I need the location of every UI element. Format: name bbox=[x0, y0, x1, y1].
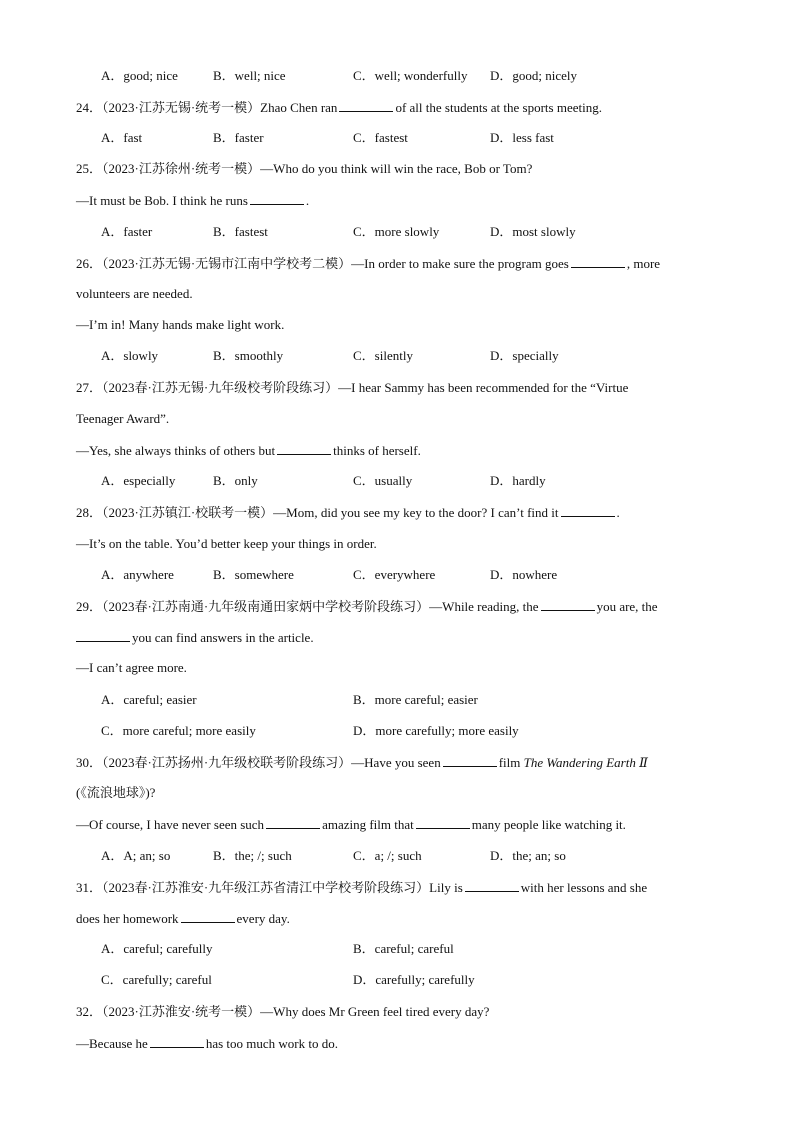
reply-text: amazing film that bbox=[322, 817, 414, 832]
option-c: C．well; wonderfully bbox=[353, 68, 468, 83]
answer-blank bbox=[277, 442, 331, 455]
question-number-source: 27．（2023春·江苏无锡·九年级校考阶段练习） bbox=[76, 380, 339, 395]
reply-text: . bbox=[305, 193, 310, 208]
option-b: B．fastest bbox=[213, 224, 268, 239]
stem-text: —While reading, the bbox=[429, 599, 539, 614]
option-a: A．careful; easier bbox=[101, 692, 197, 707]
option-c: C．fastest bbox=[353, 130, 408, 145]
option-a: A．careful; carefully bbox=[101, 941, 213, 956]
option-d: D．carefully; carefully bbox=[353, 972, 475, 987]
stem-text: —Who do you think will win the race, Bob or Tom? bbox=[260, 161, 533, 176]
option-a: A．fast bbox=[101, 130, 143, 145]
dialogue-reply: —It’s on the table. You’d better keep your things in order. bbox=[76, 536, 377, 551]
option-a: A．good; nice bbox=[101, 68, 178, 83]
stem-text: with her lessons and she bbox=[520, 880, 648, 895]
option-d: D．less fast bbox=[490, 130, 554, 145]
option-d: D．most slowly bbox=[490, 224, 576, 239]
answer-blank bbox=[416, 816, 470, 829]
reply-text: has too much work to do. bbox=[205, 1036, 338, 1051]
option-d: D．good; nicely bbox=[490, 68, 578, 83]
option-d: D．the; an; so bbox=[490, 848, 566, 863]
question-stem bbox=[76, 380, 628, 396]
stem-continuation: (《流浪地球》)? bbox=[76, 785, 156, 800]
stem-text: —Have you seen bbox=[351, 755, 441, 770]
question-stem bbox=[76, 879, 647, 896]
option-c: C．carefully; careful bbox=[101, 972, 212, 987]
reply-text: many people like watching it. bbox=[471, 817, 626, 832]
stem-text: you are, the bbox=[596, 599, 658, 614]
question-number-source: 30．（2023春·江苏扬州·九年级校联考阶段练习） bbox=[76, 755, 352, 770]
question-stem bbox=[76, 504, 620, 521]
stem-text: —In order to make sure the program goes bbox=[351, 256, 569, 271]
stem-text: film bbox=[498, 755, 521, 770]
dialogue-reply bbox=[76, 816, 626, 833]
stem-text: does her homework bbox=[76, 911, 179, 926]
stem-text: —Mom, did you see my key to the door? I can’t find it bbox=[273, 505, 559, 520]
stem-text: Lily is bbox=[429, 880, 463, 895]
answer-blank bbox=[571, 255, 625, 268]
answer-blank bbox=[465, 879, 519, 892]
option-c: C．more slowly bbox=[353, 224, 440, 239]
option-a: A．slowly bbox=[101, 348, 159, 363]
stem-text: , more bbox=[626, 256, 661, 271]
dialogue-reply bbox=[76, 192, 309, 209]
stem-continuation bbox=[76, 629, 314, 646]
stem-text: —Why does Mr Green feel tired every day? bbox=[260, 1004, 490, 1019]
option-b: B．smoothly bbox=[213, 348, 284, 363]
option-c: C．usually bbox=[353, 473, 413, 488]
answer-blank bbox=[76, 629, 130, 642]
option-c: C．a; /; such bbox=[353, 848, 422, 863]
stem-text: of all the students at the sports meeting. bbox=[395, 100, 602, 115]
option-a: A．faster bbox=[101, 224, 153, 239]
option-b: B．only bbox=[213, 473, 258, 488]
question-number-source: 25．（2023·江苏徐州·统考一模） bbox=[76, 161, 261, 176]
question-stem bbox=[76, 161, 532, 177]
film-title: The Wandering Earth Ⅱ bbox=[523, 755, 648, 770]
stem-continuation bbox=[76, 910, 290, 927]
option-a: A．especially bbox=[101, 473, 176, 488]
option-b: B．well; nice bbox=[213, 68, 286, 83]
answer-blank bbox=[150, 1035, 204, 1048]
question-stem bbox=[76, 1004, 489, 1020]
reply-text: —Of course, I have never seen such bbox=[76, 817, 265, 832]
dialogue-reply bbox=[76, 442, 421, 459]
option-b: B．more careful; easier bbox=[353, 692, 478, 707]
option-c: C．everywhere bbox=[353, 567, 436, 582]
stem-text: Zhao Chen ran bbox=[260, 100, 338, 115]
stem-text: you can find answers in the article. bbox=[132, 630, 314, 645]
option-b: B．careful; careful bbox=[353, 941, 454, 956]
question-number-source: 26．（2023·江苏无锡·无锡市江南中学校考二模） bbox=[76, 256, 352, 271]
question-stem bbox=[76, 99, 602, 116]
stem-continuation: Teenager Award”. bbox=[76, 411, 170, 426]
dialogue-reply: —I’m in! Many hands make light work. bbox=[76, 317, 285, 332]
question-number-source: 31．（2023春·江苏淮安·九年级江苏省清江中学校考阶段练习） bbox=[76, 880, 430, 895]
stem-text: . bbox=[616, 505, 620, 520]
answer-blank bbox=[266, 816, 320, 829]
reply-text: —It must be Bob. I think he runs bbox=[76, 193, 248, 208]
stem-continuation: volunteers are needed. bbox=[76, 286, 193, 301]
answer-blank bbox=[561, 504, 615, 517]
question-stem bbox=[76, 255, 660, 272]
option-d: D．nowhere bbox=[490, 567, 558, 582]
question-stem bbox=[76, 754, 648, 771]
reply-text: thinks of herself. bbox=[333, 443, 421, 458]
reply-text: —Yes, she always thinks of others but bbox=[76, 443, 276, 458]
option-b: B．faster bbox=[213, 130, 264, 145]
answer-blank bbox=[181, 910, 235, 923]
answer-blank bbox=[541, 598, 595, 611]
dialogue-reply: —I can’t agree more. bbox=[76, 660, 187, 675]
question-number-source: 32．（2023·江苏淮安·统考一模） bbox=[76, 1004, 261, 1019]
stem-text: —I hear Sammy has been recommended for the “Virtue bbox=[338, 380, 629, 395]
option-c: C．silently bbox=[353, 348, 413, 363]
option-d: D．hardly bbox=[490, 473, 546, 488]
question-number-source: 28．（2023·江苏镇江·校联考一模） bbox=[76, 505, 274, 520]
option-d: D．specially bbox=[490, 348, 559, 363]
question-number-source: 29．（2023春·江苏南通·九年级南通田家炳中学校考阶段练习） bbox=[76, 599, 430, 614]
option-a: A．A; an; so bbox=[101, 848, 171, 863]
answer-blank bbox=[443, 754, 497, 767]
answer-blank bbox=[250, 192, 304, 205]
question-number-source: 24．（2023·江苏无锡·统考一模） bbox=[76, 100, 261, 115]
dialogue-reply bbox=[76, 1035, 338, 1052]
option-a: A．anywhere bbox=[101, 567, 174, 582]
stem-text: every day. bbox=[236, 911, 290, 926]
option-b: B．the; /; such bbox=[213, 848, 292, 863]
reply-text: —Because he bbox=[76, 1036, 148, 1051]
option-c: C．more careful; more easily bbox=[101, 723, 256, 738]
option-b: B．somewhere bbox=[213, 567, 294, 582]
option-d: D．more carefully; more easily bbox=[353, 723, 519, 738]
question-stem bbox=[76, 598, 658, 615]
answer-blank bbox=[339, 99, 393, 112]
